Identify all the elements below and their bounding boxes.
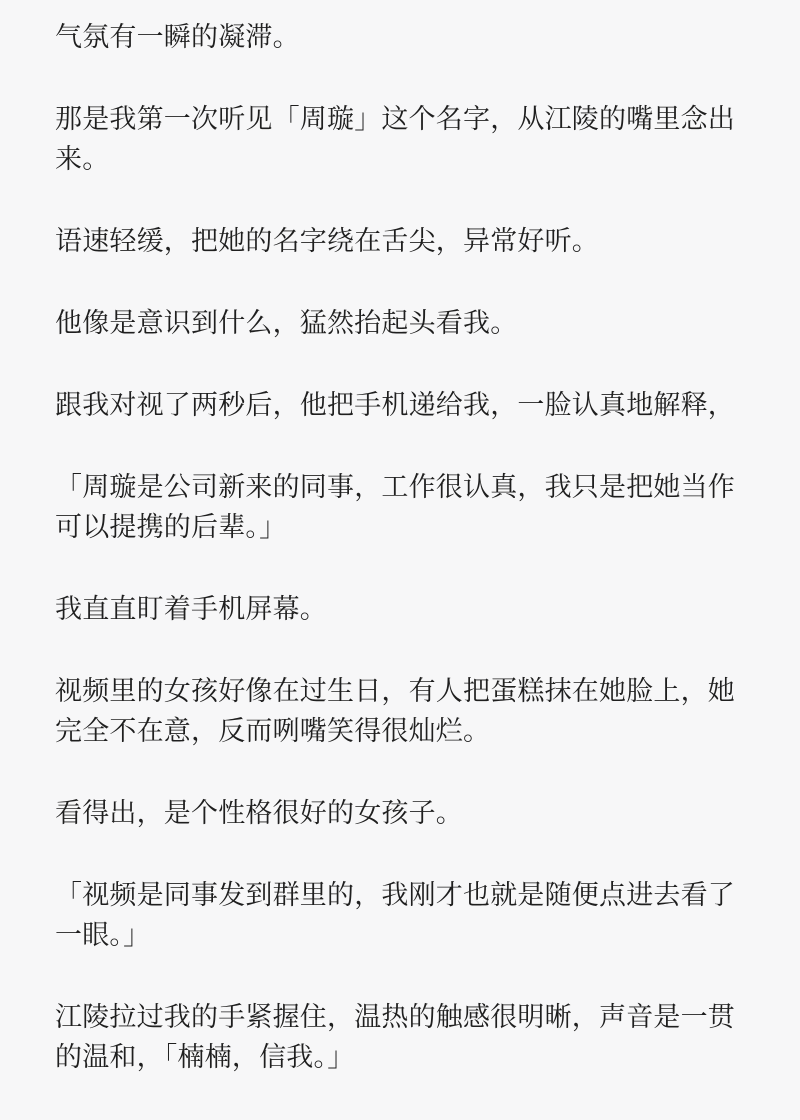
paragraph-gap bbox=[55, 956, 752, 998]
paragraph: 「周璇是公司新来的同事，工作很认真，我只是把她当作可以提携的后辈。」 bbox=[55, 472, 735, 543]
paragraph-gap bbox=[55, 548, 752, 590]
paragraph: 气氛有一瞬的凝滞。 bbox=[55, 22, 300, 53]
paragraph: 我直直盯着手机屏幕。 bbox=[55, 594, 327, 625]
paragraph: 看得出，是个性格很好的女孩子。 bbox=[55, 798, 463, 829]
paragraph-gap bbox=[55, 752, 752, 794]
paragraph: 「视频是同事发到群里的，我刚才也就是随便点进去看了一眼。」 bbox=[55, 880, 735, 951]
paragraph-gap bbox=[55, 58, 752, 100]
paragraph: 视频里的女孩好像在过生日，有人把蛋糕抹在她脸上，她完全不在意，反而咧嘴笑得很灿烂。 bbox=[55, 676, 735, 747]
paragraph-gap bbox=[55, 344, 752, 386]
paragraph: 江陵拉过我的手紧握住，温热的触感很明晰，声音是一贯的温和，「楠楠，信我。」 bbox=[55, 1002, 735, 1073]
paragraph: 跟我对视了两秒后，他把手机递给我，一脸认真地解释， bbox=[55, 390, 735, 421]
paragraph-gap bbox=[55, 262, 752, 304]
paragraph-gap bbox=[55, 834, 752, 876]
paragraph-gap bbox=[55, 180, 752, 222]
paragraph: 语速轻缓，把她的名字绕在舌尖，异常好听。 bbox=[55, 226, 599, 257]
paragraph: 那是我第一次听见「周璇」这个名字，从江陵的嘴里念出来。 bbox=[55, 104, 735, 175]
paragraph-gap bbox=[55, 426, 752, 468]
paragraph-gap bbox=[55, 630, 752, 672]
paragraph: 他像是意识到什么，猛然抬起头看我。 bbox=[55, 308, 518, 339]
